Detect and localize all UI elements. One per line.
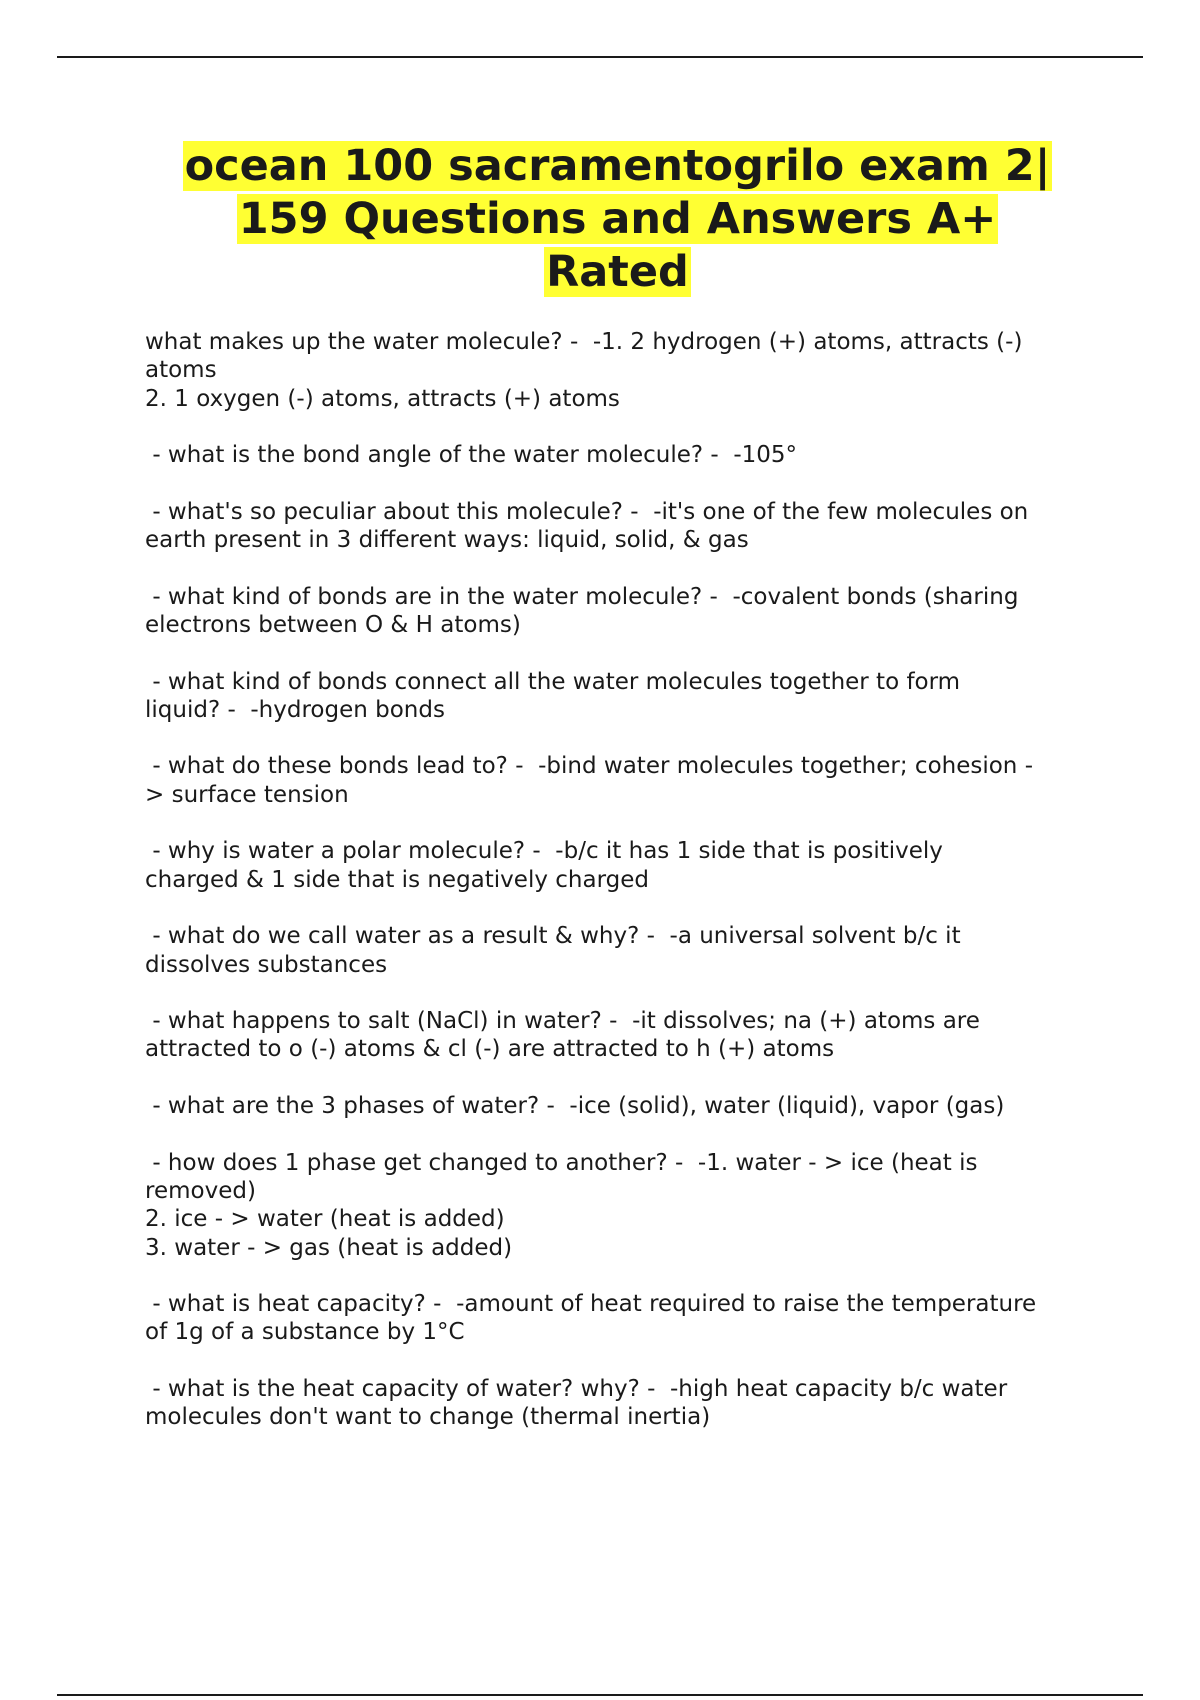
qa-line: removed) <box>145 1177 256 1204</box>
document-title <box>140 140 1095 299</box>
qa-line: - what is the heat capacity of water? why? - -high heat capacity b/c water <box>145 1375 1008 1402</box>
qa-line: 2. 1 oxygen (-) atoms, attracts (+) atoms <box>145 385 620 412</box>
title-line-2: 159 Questions and Answers A+ <box>238 194 997 244</box>
qa-line: atoms <box>145 357 217 384</box>
qa-item <box>145 668 1085 725</box>
qa-line: - what do these bonds lead to? - -bind water molecules together; cohesion - <box>145 753 1033 780</box>
qa-line: - what kind of bonds are in the water molecule? - -covalent bonds (sharing <box>145 583 1019 610</box>
qa-item <box>145 583 1085 640</box>
qa-line: 2. ice - > water (heat is added) <box>145 1206 505 1233</box>
qa-item <box>145 1149 1085 1262</box>
qa-line: earth present in 3 different ways: liquid, solid, & gas <box>145 527 749 554</box>
qa-line: what makes up the water molecule? - -1. 2 hydrogen (+) atoms, attracts (-) <box>145 329 1023 355</box>
qa-item <box>145 328 1085 413</box>
qa-line: - what kind of bonds connect all the water molecules together to form <box>145 668 961 695</box>
qa-item <box>145 1092 1085 1120</box>
qa-line: - what is heat capacity? - -amount of heat required to raise the temperature <box>145 1291 1037 1318</box>
qa-line: - why is water a polar molecule? - -b/c it has 1 side that is positively <box>145 838 943 865</box>
qa-line: liquid? - -hydrogen bonds <box>145 696 445 723</box>
qa-item <box>145 837 1085 894</box>
footer-rule <box>57 1694 1143 1696</box>
qa-line: - what's so peculiar about this molecule? - -it's one of the few molecules on <box>145 498 1029 525</box>
qa-list <box>145 328 1085 1460</box>
qa-item <box>145 441 1085 469</box>
qa-item <box>145 1007 1085 1064</box>
qa-line: charged & 1 side that is negatively charged <box>145 866 649 893</box>
qa-line: - what are the 3 phases of water? - -ice (solid), water (liquid), vapor (gas) <box>145 1093 1005 1120</box>
qa-item <box>145 1290 1085 1347</box>
title-line-1: ocean 100 sacramentogrilo exam 2| <box>184 141 1051 191</box>
qa-line: - what happens to salt (NaCl) in water? - -it dissolves; na (+) atoms are <box>145 1008 980 1035</box>
header-rule <box>57 56 1143 58</box>
qa-line: - what is the bond angle of the water molecule? - -105° <box>145 442 798 469</box>
qa-line: molecules don't want to change (thermal inertia) <box>145 1404 711 1431</box>
qa-line: of 1g of a substance by 1°C <box>145 1319 465 1346</box>
qa-item <box>145 922 1085 979</box>
qa-line: - what do we call water as a result & why? - -a universal solvent b/c it <box>145 923 961 950</box>
qa-line: electrons between O & H atoms) <box>145 611 521 638</box>
qa-line: 3. water - > gas (heat is added) <box>145 1234 513 1261</box>
qa-line: dissolves substances <box>145 951 388 978</box>
title-line-3: Rated <box>546 247 689 297</box>
qa-item <box>145 498 1085 555</box>
qa-line: - how does 1 phase get changed to another? - -1. water - > ice (heat is <box>145 1149 978 1176</box>
qa-item <box>145 1375 1085 1432</box>
qa-line: attracted to o (-) atoms & cl (-) are attracted to h (+) atoms <box>145 1036 835 1063</box>
qa-line: > surface tension <box>145 781 349 808</box>
qa-item <box>145 752 1085 809</box>
